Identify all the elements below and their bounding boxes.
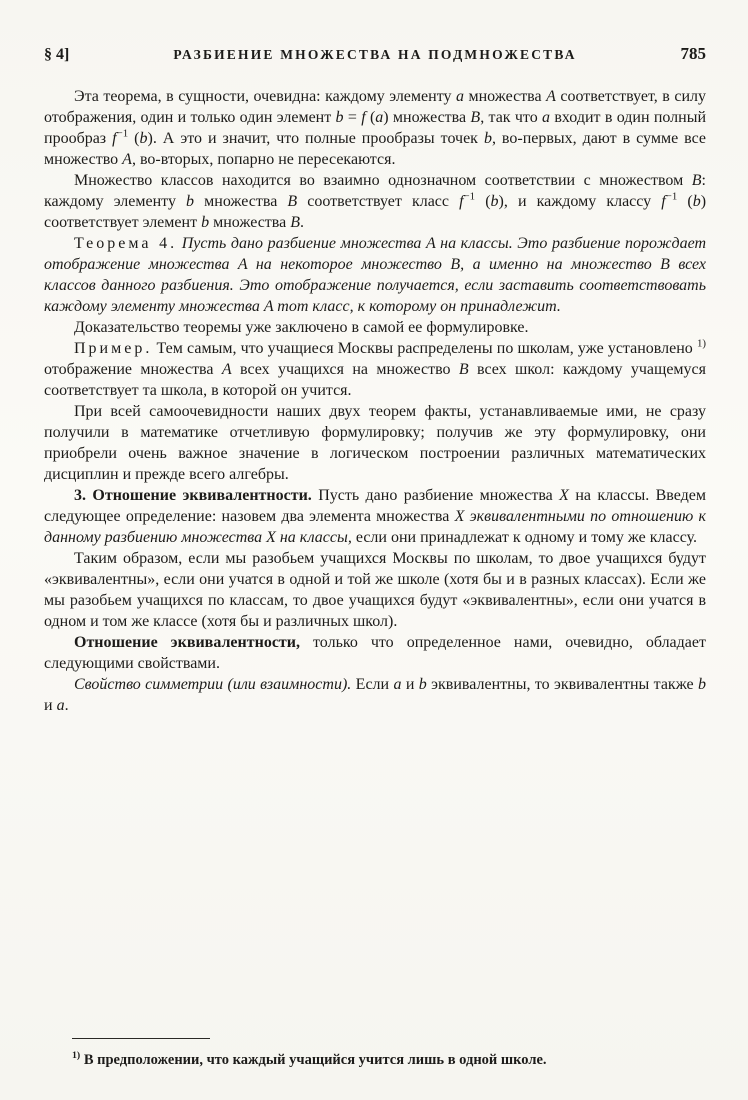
text-run: ( (365, 109, 376, 126)
footnote-separator-rule (72, 1038, 210, 1039)
text-run: A (546, 88, 556, 105)
text-run: X (559, 487, 569, 504)
text-run: и (44, 697, 57, 714)
text-run: ( (475, 193, 491, 210)
text-run: , во-первых, дают в сумме все множество (44, 130, 707, 168)
paragraph (44, 338, 706, 401)
text-run: Пример. (74, 340, 153, 357)
text-run: соответствует класс (297, 193, 460, 210)
text-run: a (56, 697, 65, 714)
text-run: X (454, 508, 465, 525)
text-run: множества (209, 214, 291, 231)
paragraph (44, 86, 706, 170)
paragraph (44, 170, 706, 233)
text-run: Тем самым, что учащиеся Москвы распределены по школам, уже установлено (152, 340, 697, 357)
text-run: соответствует, в силу отображения, один и только один элемент (44, 88, 706, 126)
text-run: a (375, 109, 384, 126)
text-run: ( (677, 193, 693, 210)
paragraph (44, 548, 706, 632)
text-run: A (221, 361, 232, 378)
text-run: . (64, 697, 69, 714)
text-run: b (483, 130, 492, 147)
footnote-text (44, 1051, 706, 1070)
text-run: b (201, 214, 210, 231)
text-run: f (361, 109, 366, 126)
text-run: ), и каждому классу (498, 193, 662, 210)
text-run: a (542, 109, 551, 126)
text-run: B (470, 109, 481, 126)
text-run: Пусть дано разбиение множества A на классы. Это разбиение порождает отображение множества A на некоторое множество B, а именно на множество B всех классов данного разбиения. Это отображение получается, если заставить соответствовать каждому элементу множества A тот класс, к которому он принадлежит. (44, 235, 707, 315)
text-run: Эта теорема, в сущности, очевидна: каждому элементу (74, 88, 456, 105)
text-run: При всей самоочевидности наших двух теорем факты, устанавливаемые ими, не сразу получили в математике отчетливую формулировку; получив же эту формулировку, они приобрели очень важное значение в логическом построении различных математических дисциплин и прежде всего алгебры. (44, 403, 706, 483)
text-run: = (343, 109, 362, 126)
text-run: ( (128, 130, 140, 147)
text-run: Теорема 4. (74, 235, 178, 252)
text-run: B (287, 193, 298, 210)
text-run: эквивалентными по отношению к данному разбиению множества X на классы, (44, 508, 707, 546)
text-run: . (300, 214, 305, 231)
text-run: f (661, 193, 666, 210)
text-run: −1 (116, 127, 129, 140)
paragraph (44, 674, 706, 716)
text-run: a (455, 88, 464, 105)
text-run: 1) (696, 337, 706, 350)
text-run: 3. Отношение эквивалентности. (74, 487, 312, 504)
text-run: Если (351, 676, 394, 693)
text-run: всех школ: каждому учащемуся соответствует та школа, в которой он учится. (44, 361, 707, 399)
text-run: −1 (665, 190, 678, 203)
text-run: −1 (463, 190, 476, 203)
text-run: Множество классов находится во взаимно однозначном соответствии с множеством (74, 172, 692, 189)
text-run: b (186, 193, 195, 210)
text-run: : каждому элементу (44, 172, 706, 210)
page-body (44, 86, 706, 716)
text-run: на классы. Введем следующее определение: назовем два элемента множества (44, 487, 706, 525)
text-run: , во-вторых, попарно не пересекаются. (131, 151, 396, 168)
text-run: f (459, 193, 464, 210)
text-run: Пусть дано разбиение множества (311, 487, 560, 504)
paragraph (44, 485, 706, 548)
text-run: a (393, 676, 402, 693)
text-run: ). А это и значит, что полные прообразы точек (147, 130, 484, 147)
text-run: b (692, 193, 701, 210)
text-run: 1) (72, 1050, 81, 1062)
text-run: b (418, 676, 427, 693)
running-head-title: РАЗБИЕНИЕ МНОЖЕСТВА НА ПОДМНОЖЕСТВА (173, 47, 577, 62)
paragraph (44, 632, 706, 674)
text-run: множества (194, 193, 288, 210)
page-number: 785 (680, 44, 706, 63)
text-run: В предположении, что каждый учащийся учится лишь в одной школе. (80, 1052, 547, 1068)
paragraph (44, 317, 706, 338)
page-header (44, 44, 706, 64)
text-run: входит в один полный прообраз (44, 109, 707, 147)
text-run: Свойство симметрии (или взаимности). (74, 676, 352, 693)
text-run: отображение множества (44, 361, 222, 378)
text-run: только что определенное нами, очевидно, обладает следующими свойствами. (44, 634, 706, 672)
text-run: b (335, 109, 344, 126)
text-run: Отношение эквивалентности, (74, 634, 301, 651)
text-run: , так что (480, 109, 543, 126)
text-run: если они принадлежат к одному и тому же классу. (351, 529, 698, 546)
text-run: A (122, 151, 132, 168)
text-run: B (290, 214, 301, 231)
paragraph (44, 401, 706, 485)
text-run: b (698, 676, 707, 693)
paragraph (44, 233, 706, 317)
text-run: Доказательство теоремы уже заключено в самой ее формулировке. (74, 319, 529, 336)
text-run: b (490, 193, 499, 210)
text-run: множества (463, 88, 547, 105)
section-label: § 4] (44, 46, 70, 63)
text-run: ) соответствует элемент (44, 193, 707, 231)
text-run: f (112, 130, 117, 147)
text-run: эквивалентны, то эквивалентны также (426, 676, 699, 693)
text-run: ) множества (383, 109, 471, 126)
text-run: всех учащихся на множество (231, 361, 459, 378)
text-run: Таким образом, если мы разобьем учащихся Москвы по школам, то двое учащихся будут «эквивалентны», если они учатся в одной и той же школе (хотя бы и в разных классах). Если же мы разобьем учащихся по классам, то двое учащихся будут «эквивалентны», если они учатся в одном и том же классе (хотя бы и различных школ). (44, 550, 706, 630)
text-run: B (458, 361, 469, 378)
text-run: и (401, 676, 419, 693)
footnote-block (44, 1038, 706, 1070)
text-run: b (139, 130, 148, 147)
text-run: B (691, 172, 702, 189)
